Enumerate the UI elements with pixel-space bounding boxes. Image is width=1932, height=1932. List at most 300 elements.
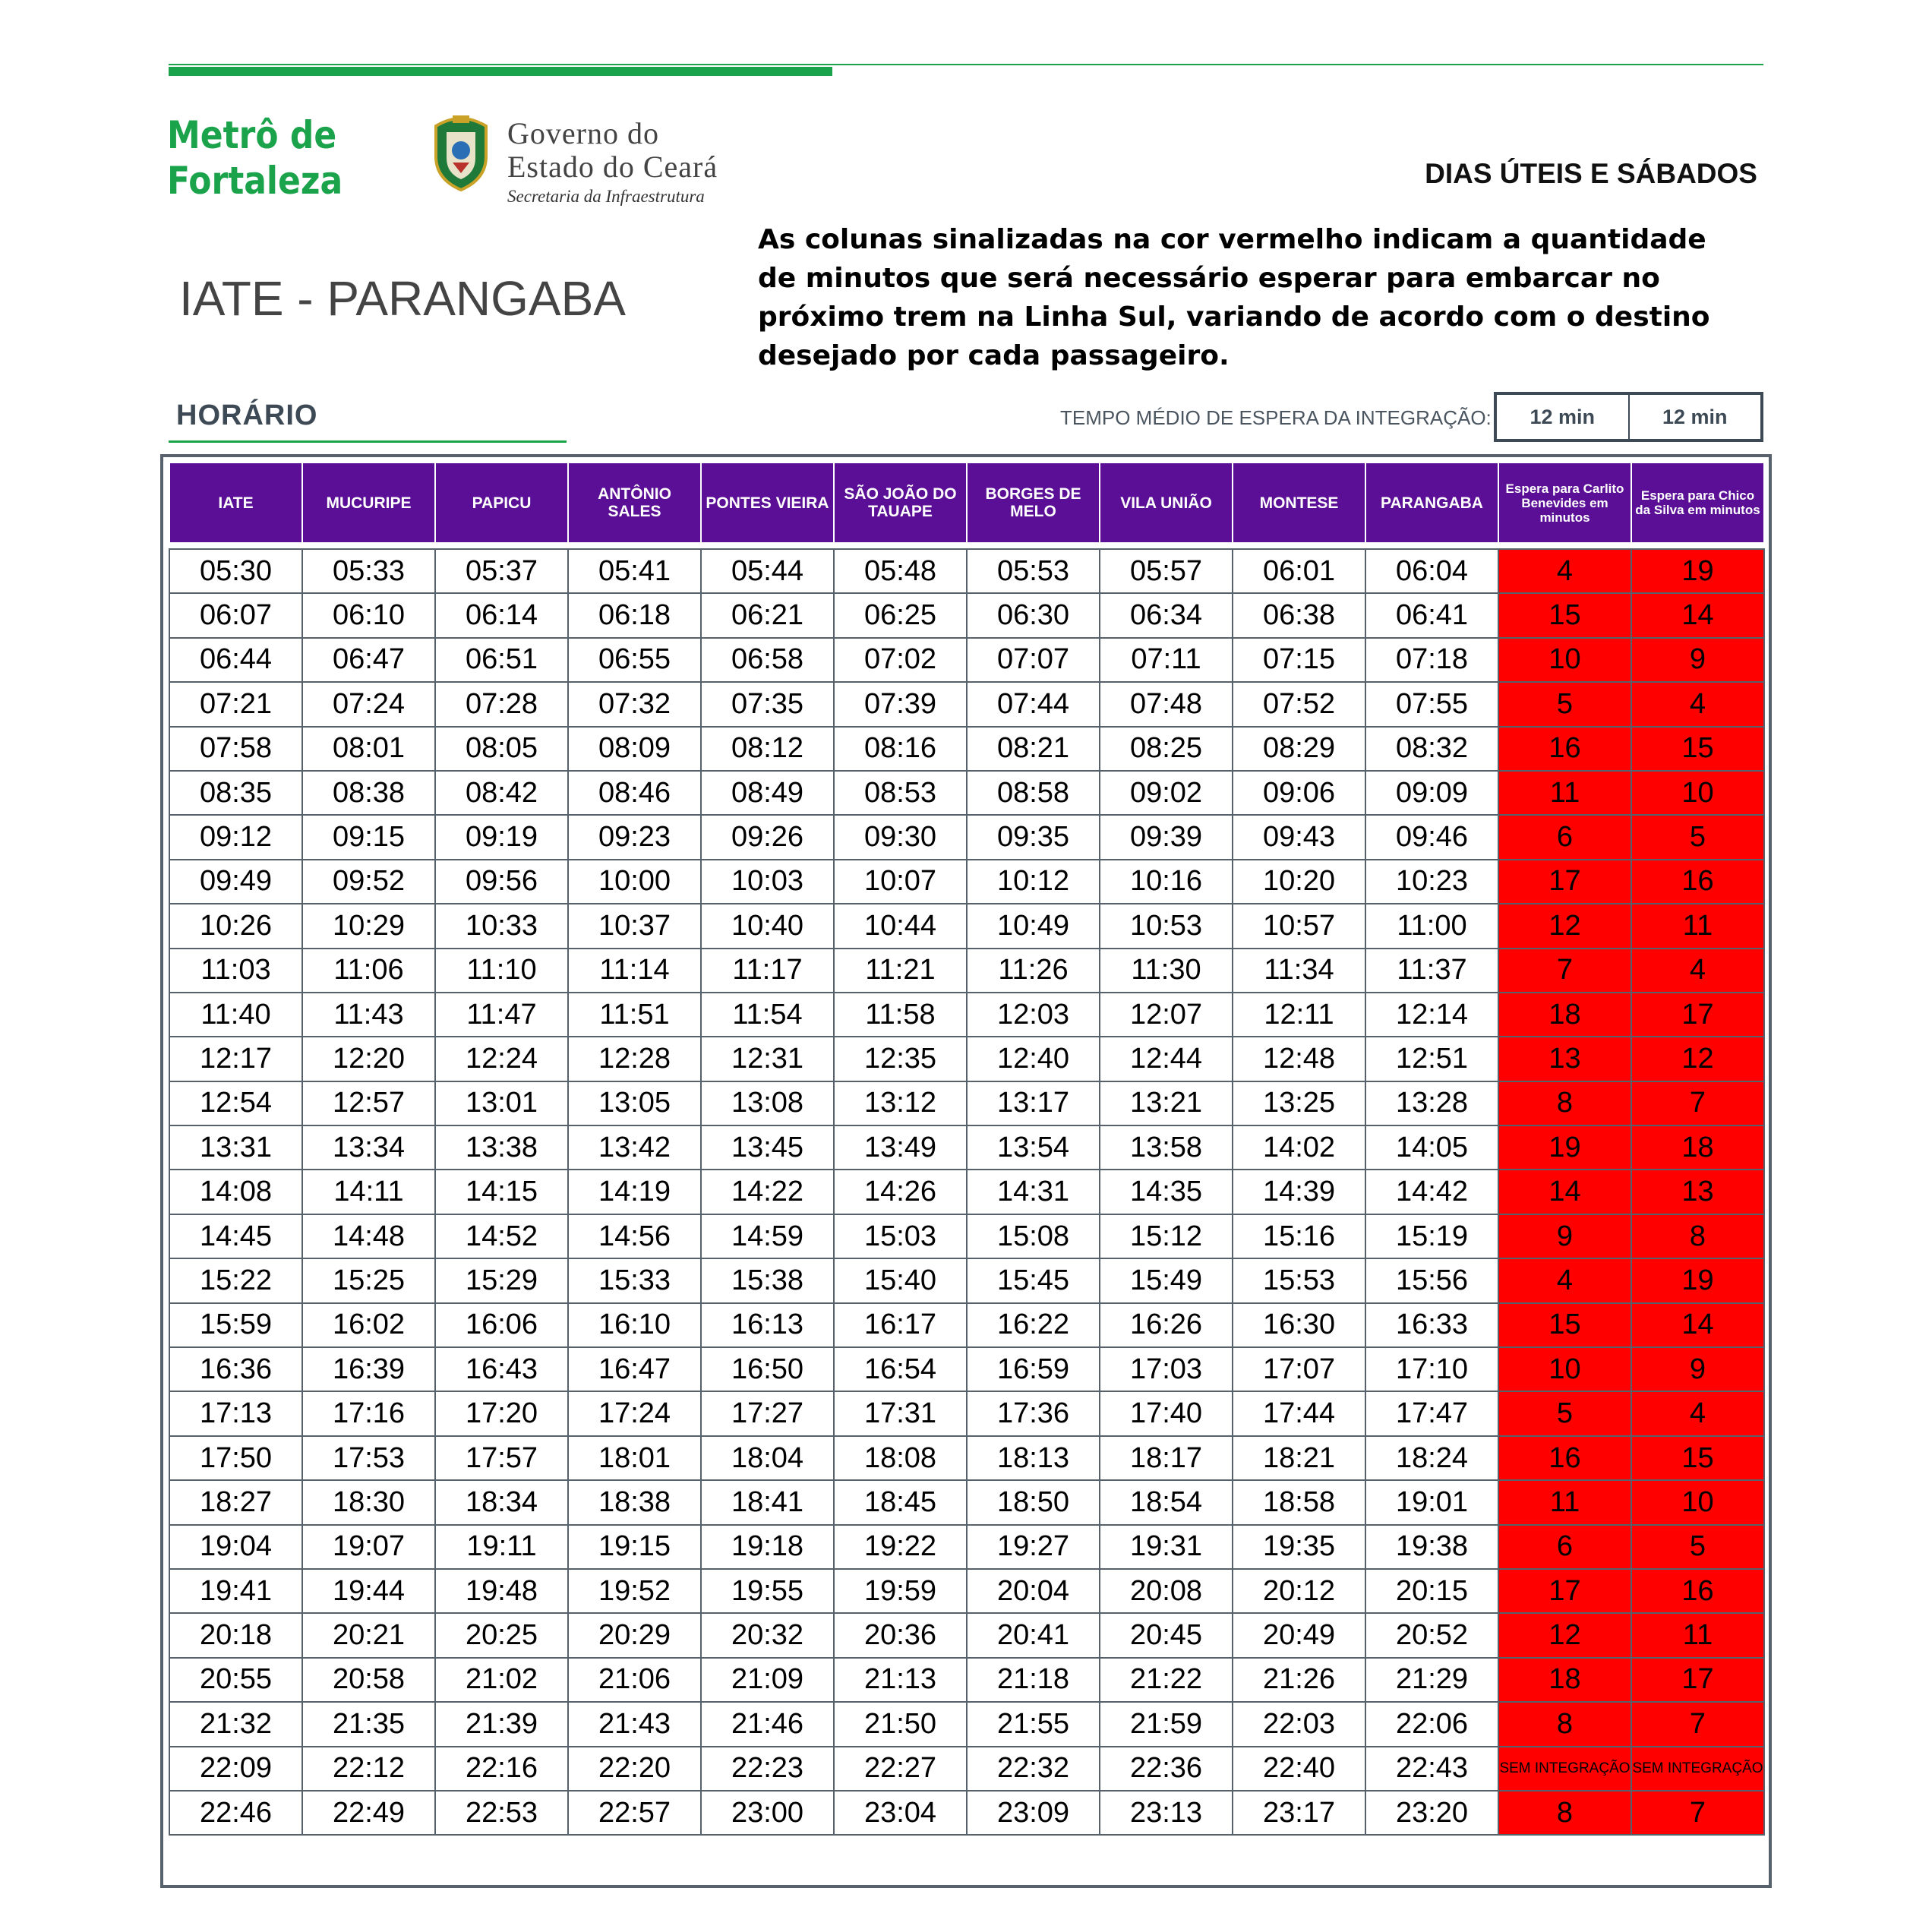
time-cell: 14:56 — [568, 1214, 701, 1258]
time-cell: 19:48 — [435, 1569, 568, 1613]
time-cell: 18:01 — [568, 1436, 701, 1480]
wait-cell: 19 — [1631, 1258, 1764, 1302]
time-cell: 11:34 — [1233, 949, 1365, 993]
time-cell: 05:57 — [1100, 549, 1233, 593]
time-cell: 21:39 — [435, 1702, 568, 1746]
time-cell: 20:41 — [967, 1613, 1100, 1657]
time-cell: 14:05 — [1365, 1125, 1498, 1170]
time-cell: 10:07 — [834, 860, 967, 904]
time-cell: 19:27 — [967, 1525, 1100, 1569]
time-cell: 10:40 — [701, 904, 834, 948]
time-cell: 16:26 — [1100, 1303, 1233, 1347]
time-cell: 12:40 — [967, 1037, 1100, 1081]
table-row — [169, 904, 1764, 948]
time-cell: 22:49 — [302, 1791, 435, 1835]
wait-cell: 16 — [1631, 1569, 1764, 1613]
wait-cell: 12 — [1631, 1037, 1764, 1081]
time-cell: 16:22 — [967, 1303, 1100, 1347]
wait-cell: 12 — [1498, 1613, 1631, 1657]
wait-cell: 7 — [1631, 1081, 1764, 1125]
time-cell: 18:58 — [1233, 1480, 1365, 1524]
time-cell: 11:03 — [169, 949, 302, 993]
time-cell: 16:17 — [834, 1303, 967, 1347]
time-cell: 21:59 — [1100, 1702, 1233, 1746]
wait-cell: 15 — [1498, 1303, 1631, 1347]
time-cell: 18:34 — [435, 1480, 568, 1524]
time-cell: 15:53 — [1233, 1258, 1365, 1302]
time-cell: 13:58 — [1100, 1125, 1233, 1170]
table-row — [169, 1525, 1764, 1569]
time-cell: 14:42 — [1365, 1170, 1498, 1214]
table-row — [169, 771, 1764, 815]
time-cell: 15:40 — [834, 1258, 967, 1302]
time-cell: 06:21 — [701, 593, 834, 637]
time-cell: 11:10 — [435, 949, 568, 993]
time-cell: 07:21 — [169, 682, 302, 726]
wait-cell: 6 — [1498, 815, 1631, 859]
time-cell: 13:31 — [169, 1125, 302, 1170]
time-cell: 22:23 — [701, 1747, 834, 1791]
time-cell: 21:18 — [967, 1658, 1100, 1702]
time-cell: 17:40 — [1100, 1391, 1233, 1435]
time-cell: 20:49 — [1233, 1613, 1365, 1657]
column-header: MUCURIPE — [302, 462, 435, 543]
time-cell: 06:47 — [302, 638, 435, 682]
time-cell: 14:11 — [302, 1170, 435, 1214]
logo-line-2: Fortaleza — [167, 159, 343, 203]
time-cell: 08:29 — [1233, 727, 1365, 771]
time-cell: 10:33 — [435, 904, 568, 948]
time-cell: 07:52 — [1233, 682, 1365, 726]
time-cell: 23:17 — [1233, 1791, 1365, 1835]
gov-line-2: Estado do Ceará — [507, 150, 718, 184]
time-cell: 07:32 — [568, 682, 701, 726]
time-cell: 07:11 — [1100, 638, 1233, 682]
wait-cell: 8 — [1498, 1791, 1631, 1835]
average-wait-label: TEMPO MÉDIO DE ESPERA DA INTEGRAÇÃO: — [1060, 406, 1492, 429]
time-cell: 07:28 — [435, 682, 568, 726]
wait-cell: 16 — [1498, 727, 1631, 771]
time-cell: 14:15 — [435, 1170, 568, 1214]
time-cell: 18:27 — [169, 1480, 302, 1524]
wait-cell: 11 — [1498, 1480, 1631, 1524]
time-cell: 17:10 — [1365, 1347, 1498, 1391]
time-cell: 09:46 — [1365, 815, 1498, 859]
time-cell: 20:36 — [834, 1613, 967, 1657]
government-logo-text — [507, 117, 718, 210]
time-cell: 15:12 — [1100, 1214, 1233, 1258]
wait-cell: 16 — [1498, 1436, 1631, 1480]
days-label: DIAS ÚTEIS E SÁBADOS — [1425, 158, 1757, 189]
time-cell: 13:17 — [967, 1081, 1100, 1125]
time-cell: 21:02 — [435, 1658, 568, 1702]
time-cell: 21:26 — [1233, 1658, 1365, 1702]
column-header: PONTES VIEIRA — [701, 462, 834, 543]
time-cell: 16:50 — [701, 1347, 834, 1391]
time-cell: 23:20 — [1365, 1791, 1498, 1835]
time-cell: 06:58 — [701, 638, 834, 682]
wait-cell: 12 — [1498, 904, 1631, 948]
time-cell: 14:52 — [435, 1214, 568, 1258]
time-cell: 12:07 — [1100, 993, 1233, 1037]
time-cell: 12:14 — [1365, 993, 1498, 1037]
time-cell: 14:45 — [169, 1214, 302, 1258]
time-cell: 08:46 — [568, 771, 701, 815]
wait-cell: 11 — [1631, 904, 1764, 948]
column-header: Espera para Carlito Benevides em minutos — [1498, 462, 1631, 543]
time-cell: 14:48 — [302, 1214, 435, 1258]
time-cell: 17:07 — [1233, 1347, 1365, 1391]
time-cell: 20:25 — [435, 1613, 568, 1657]
table-row — [169, 1258, 1764, 1302]
time-cell: 09:39 — [1100, 815, 1233, 859]
time-cell: 19:01 — [1365, 1480, 1498, 1524]
time-cell: 07:39 — [834, 682, 967, 726]
column-header: VILA UNIÃO — [1100, 462, 1233, 543]
time-cell: 23:00 — [701, 1791, 834, 1835]
time-cell: 22:53 — [435, 1791, 568, 1835]
time-cell: 10:49 — [967, 904, 1100, 948]
time-cell: 14:26 — [834, 1170, 967, 1214]
time-cell: 11:37 — [1365, 949, 1498, 993]
time-cell: 10:03 — [701, 860, 834, 904]
table-row — [169, 949, 1764, 993]
time-cell: 18:30 — [302, 1480, 435, 1524]
time-cell: 13:42 — [568, 1125, 701, 1170]
time-cell: 06:14 — [435, 593, 568, 637]
time-cell: 20:58 — [302, 1658, 435, 1702]
gov-line-3: Secretaria da Infraestrutura — [507, 187, 705, 206]
time-cell: 22:03 — [1233, 1702, 1365, 1746]
time-cell: 17:27 — [701, 1391, 834, 1435]
time-cell: 07:35 — [701, 682, 834, 726]
time-cell: 20:45 — [1100, 1613, 1233, 1657]
column-header: BORGES DE MELO — [967, 462, 1100, 543]
table-row — [169, 1480, 1764, 1524]
time-cell: 17:44 — [1233, 1391, 1365, 1435]
time-cell: 10:53 — [1100, 904, 1233, 948]
table-row — [169, 549, 1764, 593]
time-cell: 16:10 — [568, 1303, 701, 1347]
time-cell: 09:12 — [169, 815, 302, 859]
table-row — [169, 682, 1764, 726]
wait-cell: 9 — [1498, 1214, 1631, 1258]
time-cell: 08:16 — [834, 727, 967, 771]
wait-cell: 15 — [1631, 1436, 1764, 1480]
table-row — [169, 1569, 1764, 1613]
column-header: Espera para Chico da Silva em minutos — [1631, 462, 1764, 543]
time-cell: 20:04 — [967, 1569, 1100, 1613]
time-cell: 08:53 — [834, 771, 967, 815]
time-cell: 12:54 — [169, 1081, 302, 1125]
table-row — [169, 1702, 1764, 1746]
time-cell: 10:44 — [834, 904, 967, 948]
time-cell: 12:17 — [169, 1037, 302, 1081]
table-row — [169, 1170, 1764, 1214]
time-cell: 19:55 — [701, 1569, 834, 1613]
time-cell: 22:36 — [1100, 1747, 1233, 1791]
time-cell: 18:38 — [568, 1480, 701, 1524]
wait-cell: 17 — [1498, 1569, 1631, 1613]
wait-cell: 10 — [1498, 1347, 1631, 1391]
wait-cell: 13 — [1498, 1037, 1631, 1081]
time-cell: 12:03 — [967, 993, 1100, 1037]
time-cell: 11:17 — [701, 949, 834, 993]
time-cell: 12:11 — [1233, 993, 1365, 1037]
wait-cell: 4 — [1498, 1258, 1631, 1302]
average-wait-carlito: 12 min — [1530, 405, 1596, 428]
time-cell: 18:08 — [834, 1436, 967, 1480]
wait-cell: 7 — [1631, 1791, 1764, 1835]
time-cell: 21:29 — [1365, 1658, 1498, 1702]
time-cell: 20:55 — [169, 1658, 302, 1702]
time-cell: 19:44 — [302, 1569, 435, 1613]
time-cell: 09:43 — [1233, 815, 1365, 859]
time-cell: 06:44 — [169, 638, 302, 682]
time-cell: 19:22 — [834, 1525, 967, 1569]
time-cell: 08:12 — [701, 727, 834, 771]
time-cell: 19:38 — [1365, 1525, 1498, 1569]
time-cell: 23:04 — [834, 1791, 967, 1835]
table-row — [169, 727, 1764, 771]
time-cell: 11:26 — [967, 949, 1100, 993]
time-cell: 22:32 — [967, 1747, 1100, 1791]
time-cell: 13:21 — [1100, 1081, 1233, 1125]
wait-cell: 15 — [1498, 593, 1631, 637]
time-cell: 12:31 — [701, 1037, 834, 1081]
wait-cell: 5 — [1498, 1391, 1631, 1435]
time-cell: 05:53 — [967, 549, 1100, 593]
time-cell: 07:07 — [967, 638, 1100, 682]
time-cell: 17:03 — [1100, 1347, 1233, 1391]
time-cell: 14:19 — [568, 1170, 701, 1214]
time-cell: 20:52 — [1365, 1613, 1498, 1657]
wait-cell: 6 — [1498, 1525, 1631, 1569]
time-cell: 13:49 — [834, 1125, 967, 1170]
header-row — [169, 462, 1764, 543]
time-cell: 05:33 — [302, 549, 435, 593]
time-cell: 22:06 — [1365, 1702, 1498, 1746]
wait-cell: 17 — [1631, 1658, 1764, 1702]
time-cell: 22:09 — [169, 1747, 302, 1791]
column-header: PARANGABA — [1365, 462, 1498, 543]
time-cell: 22:46 — [169, 1791, 302, 1835]
time-cell: 11:58 — [834, 993, 967, 1037]
time-cell: 17:36 — [967, 1391, 1100, 1435]
time-cell: 17:31 — [834, 1391, 967, 1435]
table-row — [169, 860, 1764, 904]
time-cell: 19:59 — [834, 1569, 967, 1613]
time-cell: 06:34 — [1100, 593, 1233, 637]
wait-cell: 4 — [1631, 949, 1764, 993]
time-cell: 10:29 — [302, 904, 435, 948]
time-cell: 16:59 — [967, 1347, 1100, 1391]
wait-cell: 10 — [1631, 771, 1764, 815]
column-header: SÃO JOÃO DO TAUAPE — [834, 462, 967, 543]
time-cell: 10:16 — [1100, 860, 1233, 904]
time-cell: 08:05 — [435, 727, 568, 771]
time-cell: 14:08 — [169, 1170, 302, 1214]
time-cell: 15:25 — [302, 1258, 435, 1302]
time-cell: 11:06 — [302, 949, 435, 993]
wait-cell: 19 — [1498, 1125, 1631, 1170]
time-cell: 19:15 — [568, 1525, 701, 1569]
time-cell: 13:34 — [302, 1125, 435, 1170]
time-cell: 22:16 — [435, 1747, 568, 1791]
table-row — [169, 1214, 1764, 1258]
time-cell: 18:04 — [701, 1436, 834, 1480]
wait-cell: 15 — [1631, 727, 1764, 771]
time-cell: 08:38 — [302, 771, 435, 815]
time-cell: 17:16 — [302, 1391, 435, 1435]
time-cell: 06:18 — [568, 593, 701, 637]
wait-cell: 17 — [1498, 860, 1631, 904]
time-cell: 19:07 — [302, 1525, 435, 1569]
time-cell: 21:55 — [967, 1702, 1100, 1746]
logo-line-1: Metrô de — [167, 113, 337, 157]
metro-fortaleza-logo — [167, 112, 343, 204]
time-cell: 12:20 — [302, 1037, 435, 1081]
time-cell: 18:54 — [1100, 1480, 1233, 1524]
time-cell: 15:29 — [435, 1258, 568, 1302]
time-cell: 13:12 — [834, 1081, 967, 1125]
time-cell: 23:09 — [967, 1791, 1100, 1835]
time-cell: 18:13 — [967, 1436, 1100, 1480]
time-cell: 10:37 — [568, 904, 701, 948]
time-cell: 19:31 — [1100, 1525, 1233, 1569]
time-cell: 20:08 — [1100, 1569, 1233, 1613]
time-cell: 16:47 — [568, 1347, 701, 1391]
time-cell: 11:51 — [568, 993, 701, 1037]
time-cell: 21:50 — [834, 1702, 967, 1746]
time-cell: 12:35 — [834, 1037, 967, 1081]
wait-cell: 13 — [1631, 1170, 1764, 1214]
wait-cell: 5 — [1631, 1525, 1764, 1569]
wait-cell: 4 — [1498, 549, 1631, 593]
time-cell: 06:07 — [169, 593, 302, 637]
time-cell: 15:08 — [967, 1214, 1100, 1258]
time-cell: 14:39 — [1233, 1170, 1365, 1214]
time-cell: 18:45 — [834, 1480, 967, 1524]
wait-cell: 4 — [1631, 1391, 1764, 1435]
time-cell: 07:55 — [1365, 682, 1498, 726]
time-cell: 22:27 — [834, 1747, 967, 1791]
time-cell: 10:20 — [1233, 860, 1365, 904]
info-note: As colunas sinalizadas na cor vermelho indicam a quantidade de minutos que será necessário esperar para embarcar no próximo trem na Linha Sul, variando de acordo com o destino desejado por cada passageiro. — [758, 224, 1710, 371]
wait-cell: 8 — [1498, 1702, 1631, 1746]
table-row — [169, 1125, 1764, 1170]
time-cell: 06:01 — [1233, 549, 1365, 593]
time-cell: 14:22 — [701, 1170, 834, 1214]
time-cell: 05:30 — [169, 549, 302, 593]
time-cell: 06:30 — [967, 593, 1100, 637]
time-cell: 20:15 — [1365, 1569, 1498, 1613]
time-cell: 12:28 — [568, 1037, 701, 1081]
header-accent-bar — [169, 67, 832, 76]
time-cell: 22:40 — [1233, 1747, 1365, 1791]
section-underline — [169, 440, 567, 443]
time-cell: 17:20 — [435, 1391, 568, 1435]
time-cell: 12:48 — [1233, 1037, 1365, 1081]
time-cell: 22:20 — [568, 1747, 701, 1791]
wait-cell: 10 — [1498, 638, 1631, 682]
column-header: MONTESE — [1233, 462, 1365, 543]
time-cell: 16:33 — [1365, 1303, 1498, 1347]
time-cell: 15:22 — [169, 1258, 302, 1302]
time-cell: 14:31 — [967, 1170, 1100, 1214]
time-cell: 19:35 — [1233, 1525, 1365, 1569]
time-cell: 08:58 — [967, 771, 1100, 815]
time-cell: 08:01 — [302, 727, 435, 771]
time-cell: 21:46 — [701, 1702, 834, 1746]
gap-cell — [169, 543, 1764, 549]
time-cell: 21:35 — [302, 1702, 435, 1746]
time-cell: 12:44 — [1100, 1037, 1233, 1081]
time-cell: 07:24 — [302, 682, 435, 726]
time-cell: 09:35 — [967, 815, 1100, 859]
time-cell: 19:11 — [435, 1525, 568, 1569]
time-cell: 15:59 — [169, 1303, 302, 1347]
time-cell: 11:40 — [169, 993, 302, 1037]
time-cell: 15:49 — [1100, 1258, 1233, 1302]
section-title: HORÁRIO — [176, 399, 318, 431]
time-cell: 10:12 — [967, 860, 1100, 904]
time-cell: 10:23 — [1365, 860, 1498, 904]
wait-cell: 9 — [1631, 638, 1764, 682]
time-cell: 08:25 — [1100, 727, 1233, 771]
time-cell: 09:19 — [435, 815, 568, 859]
time-cell: 11:30 — [1100, 949, 1233, 993]
table-row — [169, 1347, 1764, 1391]
time-cell: 15:19 — [1365, 1214, 1498, 1258]
time-cell: 16:36 — [169, 1347, 302, 1391]
time-cell: 18:17 — [1100, 1436, 1233, 1480]
wait-cell: 10 — [1631, 1480, 1764, 1524]
time-cell: 08:21 — [967, 727, 1100, 771]
time-cell: 21:06 — [568, 1658, 701, 1702]
wait-cell: 18 — [1498, 1658, 1631, 1702]
wait-cell: 19 — [1631, 549, 1764, 593]
time-cell: 19:52 — [568, 1569, 701, 1613]
table-row — [169, 638, 1764, 682]
table-row — [169, 1791, 1764, 1835]
time-cell: 08:42 — [435, 771, 568, 815]
time-cell: 06:38 — [1233, 593, 1365, 637]
table-row — [169, 593, 1764, 637]
time-cell: 13:25 — [1233, 1081, 1365, 1125]
time-cell: 13:08 — [701, 1081, 834, 1125]
time-cell: 09:09 — [1365, 771, 1498, 815]
time-cell: 07:02 — [834, 638, 967, 682]
wait-cell: SEM INTEGRAÇÃO — [1631, 1747, 1764, 1791]
time-cell: 10:26 — [169, 904, 302, 948]
time-cell: 22:43 — [1365, 1747, 1498, 1791]
time-cell: 09:26 — [701, 815, 834, 859]
time-cell: 06:25 — [834, 593, 967, 637]
wait-cell: 11 — [1631, 1613, 1764, 1657]
header-rule — [169, 64, 1763, 65]
time-cell: 15:16 — [1233, 1214, 1365, 1258]
wait-cell: 5 — [1498, 682, 1631, 726]
time-cell: 10:00 — [568, 860, 701, 904]
average-wait-box — [1494, 392, 1763, 442]
time-cell: 10:57 — [1233, 904, 1365, 948]
table-row — [169, 1613, 1764, 1657]
time-cell: 22:12 — [302, 1747, 435, 1791]
wait-cell: 8 — [1498, 1081, 1631, 1125]
time-cell: 07:58 — [169, 727, 302, 771]
wait-cell: 18 — [1498, 993, 1631, 1037]
